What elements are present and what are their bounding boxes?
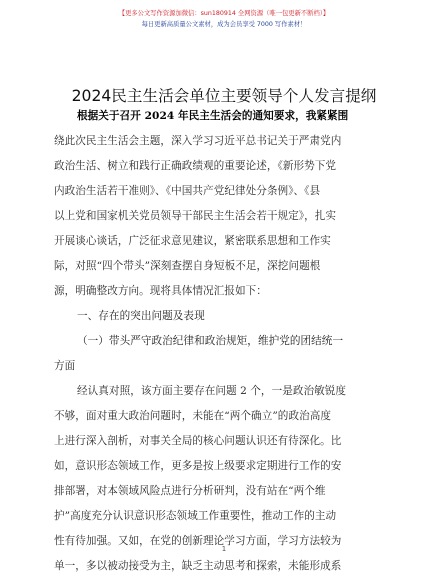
section-heading: 一、存在的突出问题及表现 <box>77 310 205 322</box>
paragraph-line: 开展谈心谈话，广泛征求意见建议，紧密联系思想和工作实 <box>54 235 331 247</box>
paragraph-line: 内政治生活若干准则》、《中国共产党纪律处分条例》、《县 <box>54 185 321 197</box>
paragraph-line: 根据关于召开 2024 年民主生活会的通知要求，我紧紧围 <box>77 110 349 122</box>
paragraph-line: 单一，多以被动接受为主，缺乏主动思考和探索，未能形成系 <box>54 560 342 572</box>
paragraph-line: 不够，面对重大政治问题时，未能在“两个确立”的政治高度 <box>54 410 332 422</box>
paragraph-line: 源，明确整改方向。现将具体情况汇报如下： <box>54 285 267 297</box>
paragraph-line: 绕此次民主生活会主题，深入学习习近平总书记关于严肃党内 <box>54 135 342 147</box>
document-title: 2024民主生活会单位主要领导个人发言提纲 <box>71 87 377 105</box>
subsection-heading-line: 方面 <box>54 360 76 372</box>
paragraph-line: 上进行深入剖析，对事关全局的核心问题认识还有待深化。比 <box>54 435 342 447</box>
promo-line-1: 【更多公文写作资源加微信：sun180914 全网资源（唯一包更新不断档）】 <box>118 10 330 17</box>
intro-paragraph <box>54 104 406 579</box>
paragraph-line: 排部署，对本领域风险点进行分析研判，没有站在“两个维 <box>54 485 326 497</box>
paragraph-line: 际，对照“四个带头”深刻查摆自身短板不足，深挖问题根 <box>54 260 321 272</box>
page-number: 1 <box>221 545 227 553</box>
paragraph-line: 政治生活、树立和践行正确政绩观的重要论述，《新形势下党 <box>54 160 337 172</box>
promo-banner <box>0 8 448 30</box>
subsection-heading-line: （一）带头严守政治纪律和政治规矩，维护党的团结统一 <box>77 335 344 347</box>
paragraph-line: 以上党和国家机关党员领导干部民主生活会若干规定》，扎实 <box>54 210 337 222</box>
promo-line-2: 每日更新高质量公文素材，成为会员享受 7000 写作素材！ <box>141 21 307 28</box>
paragraph-line: 护”高度充分认识意识形态领域工作重要性，推动工作的主动 <box>54 510 337 522</box>
paragraph-line: 如，意识形态领域工作，更多是按上级要求定期进行工作的安 <box>54 460 342 472</box>
paragraph-line: 性有待加强。又如，在党的创新理论学习方面，学习方法较为 <box>54 535 342 547</box>
paragraph-line: 经认真对照，该方面主要存在问题 2 个，一是政治敏锐度 <box>77 385 347 397</box>
